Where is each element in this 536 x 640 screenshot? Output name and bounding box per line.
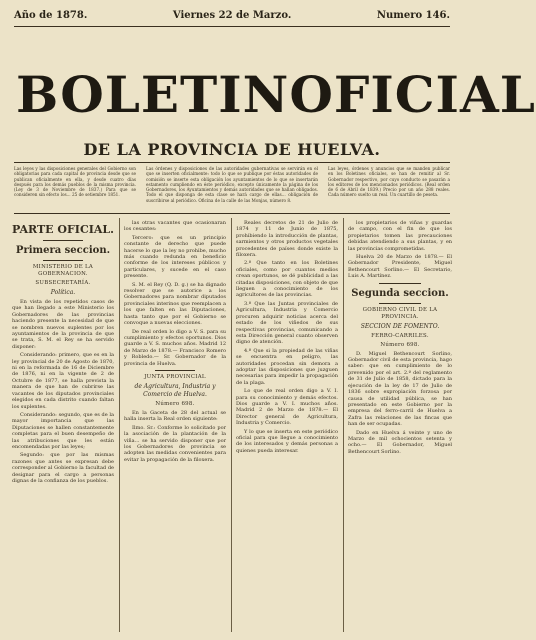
masthead [16,62,536,128]
info-block-center: Las órdenes y disposiciones de las autoridades gubernativas se servirán en el que se inserten oficialmente: todo lo que se publique por éstas autoridades de comisión se inserte esta obligación los ayuntamientos de lo que se insertarán estamento cumpliendo en éste periódico, excepto únicamente la página de los Gobernadores, los Ayuntamientos y demás autoridades que se hallan obligados. Todo el que disponga de esta clase se hará cargo de ellas... obligación de suscribirse al periódico. Oficina de la calle de las Monjas, número 8. [146,166,318,203]
separator [155,370,196,371]
newspaper-page [6,6,536,634]
separator [43,260,84,261]
info-block-left: Las leyes y las disposiciones generales del Gobierno son obligatorias para cada capital de provincia desde que se publican oficialmente en ella, y desde cuatro días después para los demás pueblos de la misma provincia. (Ley de 3 de Noviembre de 1837.) Para que se consideren sin efecto los... 25 de setiembre 1851. [14,166,136,198]
column-4 [348,220,452,630]
paragraph: Tercero: que es un principio constante de derecho que puede hacerse lo que la ley no prohibe, mucho más cuando redunda en beneficio conforme de los intereses públicos y particulares, y sucede en el caso presente. [124,234,226,280]
column-divider [343,218,344,632]
paragraph: los propietarios de viñas y guardas de campo, con el fin de que los propietarios tomen las precauciones debidas atendiendo a sus plantas, y en las provincias comprometidas. [348,220,452,252]
paragraph: Considerando: primero, que es en la ley provincial de 20 de Agosto de 1870, ni en la reformada de 16 de Diciembre de 1876, ni en la vigente de 2 de Octubre de 1877, se halla prevista la manera de que han de cubrirse las vacantes de los diputados provinciales elegidos en cada distrito cuando faltan los suplentes. [12,352,114,410]
paragraph: Lo que de real orden digo a V. I. para su conocimiento y demás efectos. Dios guarde a V. I. muchos años. Madrid 2 de Marzo de 1878.— El Director general de Agricultura, Industria y Comercio. [236,388,338,427]
paragraph: Considerando: segundo, que es de la mayor importancia que las Diputaciones se hallen constantemente completas para el buen desempeño de las atribuciones que les están encomendadas por las leyes; [12,411,114,450]
paragraph: 3.º Que las Juntas provinciales de Agricultura, Industria y Comercio procuren adquirir noticias acerca del estado de los viñedos de sus respectivas provincias, comunicando a esta Dirección general cuanto observen digno de atención. [236,300,338,346]
paragraph: Dado en Huelva á veinte y uno de Marzo de mil ochocientos setenta y ocho.— El Gobernador, Miguel Bethencourt Sorlino. [348,429,452,455]
fomento-heading: SECCION DE FOMENTO. [360,322,440,330]
paragraph: 2.º Que tanto en los Boletines oficiales, como por cuantos medios crean oportunos, se dé publicidad a las citadas disposiciones, con objeto de que lleguen a conocimiento de los agricultores de las provincias. [236,260,338,299]
subtitle-rule [14,162,450,163]
paragraph: De real orden lo digo a V. S. para su cumplimiento y efectos oportunos. Dios guarde a V. S. muchos años. Madrid 12 de Marzo de 1878.— Francisco Romero y Robledo.— Sr. Gobernador de la provincia de Huelva. [124,328,226,367]
column-1 [12,220,114,630]
separator [43,240,84,241]
info-block-right: Las leyes, órdenes y anuncios que se manden publicar en los Boletines oficiales, se han de remitir al Sr. Gobernador respectivo, por cuyo conducto se pasarán a los editores de los mencionados periódicos. (Real orden de 6 de Abril de 1839.) Precio por un año 288 reales. Cada número suelto un real. Un cuartillo de peseta. [328,166,450,198]
ministry-heading: MINISTERIO DE LA GOBERNACION. [32,264,94,277]
parte-oficial-heading: PARTE OFICIAL. [12,223,114,236]
gobierno-civil-heading: GOBIERNO CIVIL DE LA PROVINCIA. [362,306,438,320]
junta-subheading: de Agricultura, Industria y Comercio de Huelva. [134,382,216,398]
masthead-subtitle: DE LA PROVINCIA DE HUELVA. [83,140,381,159]
column-3 [236,220,338,630]
issue-year: Año de 1878. [14,10,88,21]
column-2 [124,220,226,630]
paragraph: Ilmo. Sr.: Conforme lo solicitado por la asociación de la plantación de la viña... se ha servido disponer que por los Gobernadores de provincia se adopten las medidas convenientes para evitar la propagación de la filoxera. [124,424,226,463]
paragraph: Reales decretos de 21 de Julio de 1874 y 11 de Junio de 1875, prohibiendo la introducción de plantas, sarmientos y otros productos vegetales procedentes de países donde existe la filoxera. [236,220,338,259]
separator [379,303,421,304]
ferrocarriles-heading: FERRO-CARRILES. [371,332,429,339]
paragraph: D. Miguel Bethencourt Sorlino, Gobernador civil de esta provincia, hago saber: que en cumplimiento de lo prevenido por el art. 2.º del reglamento de 31 de Julio de 1858, dictado para la ejecución de la ley de 17 de Julio de 1836 sobre expropiación forzosa por causa de utilidad pública, se han presentado en este Gobierno por la empresa del ferro-carril de Huelva a Zafra las relaciones de las fincas que han de ser ocupadas. [348,350,452,428]
paragraph: En vista de los repetidos casos de que han llegado a este Ministerio los Gobernadores de las provincias haciendo presente la necesidad de que se nombren nuevos suplentes por los ayuntamientos de la provincia de que se trata, S. M. el Rey se ha servido disponer: [12,299,114,350]
politica-heading: Política. [50,289,76,296]
paragraph: S. M. el Rey (Q. D. g.) se ha dignado resolver que se autorice a los Gobernadores para nombrar diputados provinciales interinos que reemplacen a los que falten en las Diputaciones, hasta tanto que por el Gobierno se convoque a nuevas elecciones. [124,281,226,327]
subsecretaria-heading: SUBSECRETARÍA. [35,280,91,286]
paragraph: Y lo que se inserta en este periódico oficial para que llegue a conocimiento de los interesados y demás personas a quienes pueda interesar. [236,428,338,454]
paragraph: Huelva 20 de Marzo de 1878.— El Gobernador Presidente, Miguel Bethencourt Sorlino.— El Secretario, Luis A. Martínez. [348,254,452,280]
primera-seccion-heading: Primera seccion. [15,245,111,256]
masthead-right-word: OFICIAL [289,65,536,124]
numero-heading: Número 698. [380,341,420,348]
segunda-seccion-heading: Segunda seccion. [351,287,449,299]
paragraph: Segundo: que por las mismas razones que antes se expresan debe corresponder al Gobierno la facultad de designar para el cargo a personas dignas de la confianza de los pueblos. [12,452,114,484]
column-divider [231,218,232,632]
issue-header [14,10,450,24]
masthead-left-word: BOLETIN [16,65,290,124]
header-rule [14,26,450,27]
issue-number: Numero 146. [376,10,450,21]
info-rule [14,213,450,214]
paragraph: las otras vacantes que ocasionaran los cesantes: [124,220,226,233]
separator [379,283,421,284]
issue-date: Viernes 22 de Marzo. [172,10,292,21]
numero-heading: Número 698. [155,400,195,407]
junta-heading: JUNTA PROVINCIAL [144,373,206,380]
paragraph: 4.º Que si la propiedad de las viñas se encuentra en peligro, las autoridades procedan sin demora a adoptar las disposiciones que juzguen necesarias para impedir la propagación de la plaga. [236,347,338,386]
paragraph: En la Gaceta de 28 del actual se halla inserta la Real orden siguiente: [124,409,226,423]
column-divider [119,218,120,632]
